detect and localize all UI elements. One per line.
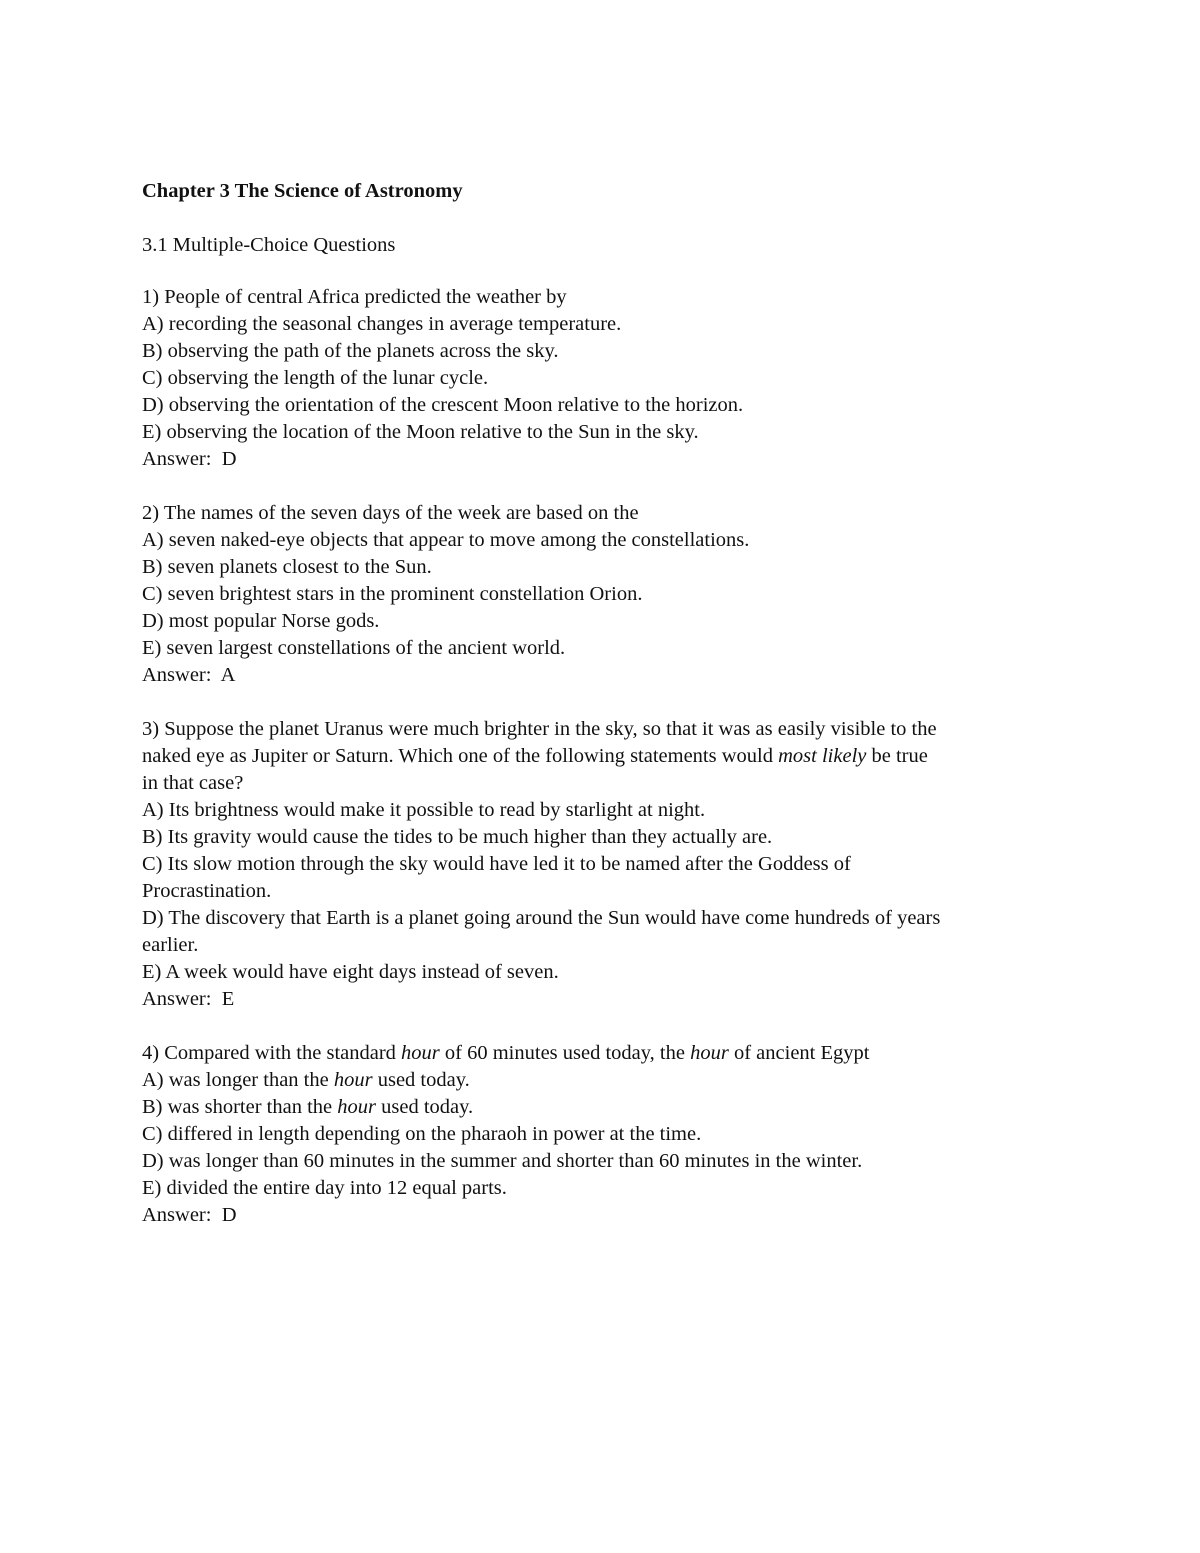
option-a: [142, 1067, 1102, 1094]
stem-text: 4) Compared with the standard: [142, 1042, 402, 1064]
option-e: E) A week would have eight days instead of seven.: [142, 961, 559, 983]
question-stem-line-2: [142, 743, 1102, 770]
option-a: A) seven naked-eye objects that appear to move among the constellations.: [142, 529, 750, 551]
chapter-title: Chapter 3 The Science of Astronomy: [142, 180, 463, 202]
answer: Answer: D: [142, 448, 237, 470]
document-page: [142, 176, 1102, 1256]
question-stem-line-1: 3) Suppose the planet Uranus were much brighter in the sky, so that it was as easily visible to the: [142, 718, 937, 740]
option-a: A) Its brightness would make it possible to read by starlight at night.: [142, 799, 706, 821]
question-stem-line-3: in that case?: [142, 772, 244, 794]
answer: Answer: A: [142, 664, 236, 686]
option-d: D) observing the orientation of the crescent Moon relative to the horizon.: [142, 394, 744, 416]
option-d: D) The discovery that Earth is a planet going around the Sun would have come hundreds of years: [142, 907, 941, 929]
answer: Answer: D: [142, 1204, 237, 1226]
option-d: D) most popular Norse gods.: [142, 610, 380, 632]
option-d: D) was longer than 60 minutes in the summer and shorter than 60 minutes in the winter.: [142, 1150, 863, 1172]
option-c: C) Its slow motion through the sky would have led it to be named after the Goddess of: [142, 853, 851, 875]
stem-text: of ancient Egypt: [728, 1042, 870, 1064]
option-d-continued: earlier.: [142, 934, 199, 956]
section-title: 3.1 Multiple-Choice Questions: [142, 234, 396, 256]
question-3: [142, 716, 1102, 1013]
option-b: B) observing the path of the planets across the sky.: [142, 340, 559, 362]
question-stem: 1) People of central Africa predicted the weather by: [142, 286, 567, 308]
emphasis-text: hour: [690, 1042, 729, 1064]
emphasis-text: hour: [333, 1069, 373, 1091]
option-e: E) observing the location of the Moon relative to the Sun in the sky.: [142, 421, 699, 443]
emphasis-text: hour: [337, 1096, 377, 1118]
option-e: E) seven largest constellations of the ancient world.: [142, 637, 566, 659]
answer: Answer: E: [142, 988, 235, 1010]
emphasis-text: most likely: [778, 745, 867, 767]
emphasis-text: hour: [401, 1042, 440, 1064]
question-2: [142, 500, 1102, 689]
question-1: [142, 284, 1102, 473]
option-text: used today.: [376, 1096, 474, 1118]
option-c: C) observing the length of the lunar cycle.: [142, 367, 489, 389]
option-e: E) divided the entire day into 12 equal parts.: [142, 1177, 507, 1199]
stem-text: be true: [866, 745, 928, 767]
option-text: B) was shorter than the: [142, 1096, 338, 1118]
option-a: A) recording the seasonal changes in average temperature.: [142, 313, 622, 335]
option-text: A) was longer than the: [142, 1069, 334, 1091]
option-c-continued: Procrastination.: [142, 880, 272, 902]
option-b: [142, 1094, 1102, 1121]
option-text: used today.: [372, 1069, 470, 1091]
option-c: C) seven brightest stars in the prominent constellation Orion.: [142, 583, 643, 605]
stem-text: naked eye as Jupiter or Saturn. Which one of the following statements would: [142, 745, 779, 767]
option-b: B) Its gravity would cause the tides to be much higher than they actually are.: [142, 826, 773, 848]
stem-text: of 60 minutes used today, the: [439, 1042, 691, 1064]
question-stem: [142, 1040, 1102, 1067]
question-stem: 2) The names of the seven days of the week are based on the: [142, 502, 639, 524]
option-c: C) differed in length depending on the pharaoh in power at the time.: [142, 1123, 702, 1145]
question-4: [142, 1040, 1102, 1229]
option-b: B) seven planets closest to the Sun.: [142, 556, 432, 578]
